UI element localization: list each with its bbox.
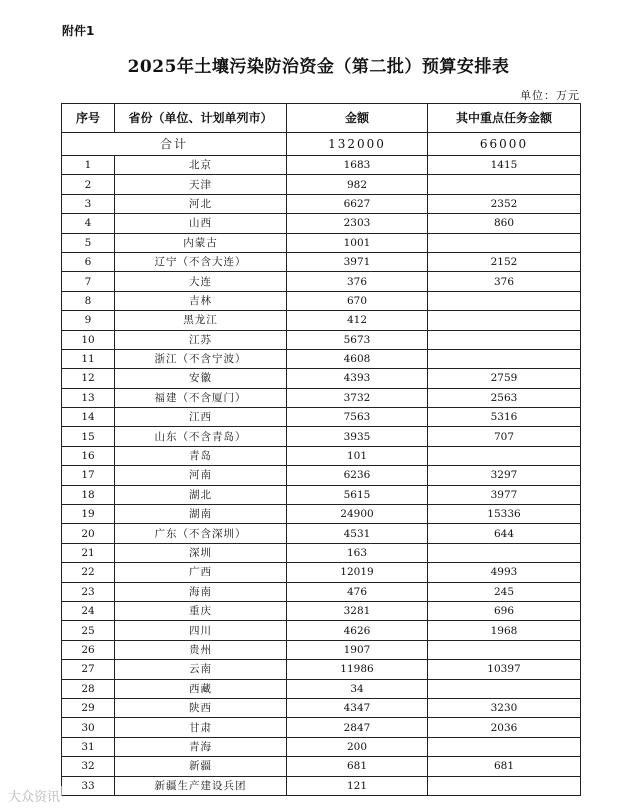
row-key-amount (428, 776, 581, 795)
row-province: 云南 (115, 660, 287, 679)
row-amount: 163 (287, 543, 428, 562)
row-number: 7 (62, 272, 115, 291)
row-number: 5 (62, 233, 115, 252)
row-amount: 12019 (287, 563, 428, 582)
row-key-amount (428, 640, 581, 659)
row-amount: 2303 (287, 214, 428, 233)
row-province: 海南 (115, 582, 287, 601)
row-province: 四川 (115, 621, 287, 640)
table-row (62, 776, 581, 795)
row-number: 30 (62, 718, 115, 737)
row-amount: 1683 (287, 156, 428, 175)
row-province: 河北 (115, 194, 287, 213)
row-number: 8 (62, 291, 115, 310)
row-number: 32 (62, 757, 115, 776)
table-row (62, 485, 581, 504)
row-province: 青海 (115, 737, 287, 756)
table-row (62, 524, 581, 543)
row-province: 青岛 (115, 446, 287, 465)
row-key-amount: 1968 (428, 621, 581, 640)
row-province: 福建（不含厦门） (115, 388, 287, 407)
row-amount: 121 (287, 776, 428, 795)
row-province: 贵州 (115, 640, 287, 659)
row-number: 4 (62, 214, 115, 233)
row-amount: 34 (287, 679, 428, 698)
table-row (62, 369, 581, 388)
row-number: 27 (62, 660, 115, 679)
row-key-amount (428, 737, 581, 756)
row-key-amount (428, 175, 581, 194)
row-amount: 24900 (287, 505, 428, 524)
table-row (62, 446, 581, 465)
row-key-amount (428, 311, 581, 330)
table-row (62, 466, 581, 485)
row-number: 3 (62, 194, 115, 213)
row-amount: 11986 (287, 660, 428, 679)
row-number: 1 (62, 156, 115, 175)
row-key-amount: 707 (428, 427, 581, 446)
row-key-amount (428, 446, 581, 465)
table-row (62, 543, 581, 562)
table-row (62, 194, 581, 213)
total-row (62, 133, 581, 156)
row-number: 10 (62, 330, 115, 349)
table-row (62, 330, 581, 349)
row-amount: 6627 (287, 194, 428, 213)
header-province: 省份（单位、计划单列市） (115, 104, 287, 133)
row-amount: 3281 (287, 601, 428, 620)
row-key-amount: 2152 (428, 252, 581, 271)
row-key-amount: 681 (428, 757, 581, 776)
table-row (62, 272, 581, 291)
row-province: 辽宁（不含大连） (115, 252, 287, 271)
row-amount: 4608 (287, 349, 428, 368)
row-province: 山东（不含青岛） (115, 427, 287, 446)
page-title: 2025年土壤污染防治资金（第二批）预算安排表 (127, 57, 510, 77)
table-row (62, 349, 581, 368)
row-amount: 3971 (287, 252, 428, 271)
row-key-amount: 696 (428, 601, 581, 620)
table-row (62, 388, 581, 407)
row-province: 西藏 (115, 679, 287, 698)
row-number: 14 (62, 408, 115, 427)
row-key-amount: 376 (428, 272, 581, 291)
row-province: 湖北 (115, 485, 287, 504)
row-key-amount: 15336 (428, 505, 581, 524)
table-row (62, 640, 581, 659)
row-amount: 6236 (287, 466, 428, 485)
row-number: 20 (62, 524, 115, 543)
row-amount: 670 (287, 291, 428, 310)
row-amount: 5615 (287, 485, 428, 504)
table-row (62, 679, 581, 698)
table-row (62, 233, 581, 252)
table-row (62, 737, 581, 756)
header-key-amount: 其中重点任务金额 (428, 104, 581, 133)
row-amount: 982 (287, 175, 428, 194)
row-number: 21 (62, 543, 115, 562)
row-province: 河南 (115, 466, 287, 485)
row-key-amount (428, 543, 581, 562)
row-key-amount: 3297 (428, 466, 581, 485)
row-key-amount (428, 679, 581, 698)
row-number: 24 (62, 601, 115, 620)
row-province: 重庆 (115, 601, 287, 620)
row-key-amount (428, 291, 581, 310)
row-number: 15 (62, 427, 115, 446)
row-amount: 4626 (287, 621, 428, 640)
watermark: 大众资讯 (6, 786, 62, 805)
row-number: 9 (62, 311, 115, 330)
row-number: 19 (62, 505, 115, 524)
unit-label: 单位：万元 (520, 89, 580, 102)
row-province: 天津 (115, 175, 287, 194)
row-key-amount: 10397 (428, 660, 581, 679)
budget-table (61, 103, 581, 796)
table-row (62, 621, 581, 640)
row-number: 25 (62, 621, 115, 640)
row-amount: 4531 (287, 524, 428, 543)
table-row (62, 252, 581, 271)
table-row (62, 311, 581, 330)
row-key-amount (428, 233, 581, 252)
row-number: 22 (62, 563, 115, 582)
row-key-amount: 2563 (428, 388, 581, 407)
row-key-amount: 245 (428, 582, 581, 601)
row-number: 17 (62, 466, 115, 485)
row-amount: 2847 (287, 718, 428, 737)
table-header-row (62, 104, 581, 133)
row-number: 29 (62, 698, 115, 717)
row-amount: 5673 (287, 330, 428, 349)
table-row (62, 660, 581, 679)
row-province: 深圳 (115, 543, 287, 562)
row-amount: 476 (287, 582, 428, 601)
row-amount: 101 (287, 446, 428, 465)
row-province: 广西 (115, 563, 287, 582)
row-number: 31 (62, 737, 115, 756)
table-row (62, 563, 581, 582)
row-province: 陕西 (115, 698, 287, 717)
table-row (62, 427, 581, 446)
row-province: 吉林 (115, 291, 287, 310)
row-key-amount: 3977 (428, 485, 581, 504)
row-number: 13 (62, 388, 115, 407)
row-number: 2 (62, 175, 115, 194)
row-province: 湖南 (115, 505, 287, 524)
row-province: 北京 (115, 156, 287, 175)
row-key-amount: 2352 (428, 194, 581, 213)
row-amount: 1907 (287, 640, 428, 659)
row-key-amount: 1415 (428, 156, 581, 175)
table-row (62, 156, 581, 175)
row-key-amount (428, 349, 581, 368)
row-province: 大连 (115, 272, 287, 291)
table-row (62, 601, 581, 620)
row-province: 新疆生产建设兵团 (115, 776, 287, 795)
row-province: 浙江（不含宁波） (115, 349, 287, 368)
row-number: 18 (62, 485, 115, 504)
total-label: 合计 (62, 133, 287, 156)
row-amount: 681 (287, 757, 428, 776)
row-province: 甘肃 (115, 718, 287, 737)
row-key-amount: 4993 (428, 563, 581, 582)
row-province: 江西 (115, 408, 287, 427)
row-key-amount: 644 (428, 524, 581, 543)
table-row (62, 175, 581, 194)
row-province: 黑龙江 (115, 311, 287, 330)
row-province: 江苏 (115, 330, 287, 349)
row-number: 6 (62, 252, 115, 271)
table-row (62, 757, 581, 776)
row-amount: 376 (287, 272, 428, 291)
attachment-label: 附件1 (62, 24, 95, 38)
table-row (62, 214, 581, 233)
table-row (62, 505, 581, 524)
row-number: 11 (62, 349, 115, 368)
row-key-amount (428, 330, 581, 349)
table-row (62, 582, 581, 601)
row-key-amount: 3230 (428, 698, 581, 717)
table-row (62, 718, 581, 737)
row-key-amount: 860 (428, 214, 581, 233)
header-amount: 金额 (287, 104, 428, 133)
row-amount: 3732 (287, 388, 428, 407)
row-amount: 4347 (287, 698, 428, 717)
row-amount: 200 (287, 737, 428, 756)
table-row (62, 408, 581, 427)
row-province: 广东（不含深圳） (115, 524, 287, 543)
row-number: 16 (62, 446, 115, 465)
header-no: 序号 (62, 104, 115, 133)
row-amount: 1001 (287, 233, 428, 252)
row-number: 33 (62, 776, 115, 795)
row-amount: 412 (287, 311, 428, 330)
table-row (62, 698, 581, 717)
total-amount: 132000 (287, 133, 428, 156)
row-amount: 3935 (287, 427, 428, 446)
row-number: 12 (62, 369, 115, 388)
row-amount: 4393 (287, 369, 428, 388)
row-number: 28 (62, 679, 115, 698)
row-province: 内蒙古 (115, 233, 287, 252)
row-key-amount: 5316 (428, 408, 581, 427)
row-province: 安徽 (115, 369, 287, 388)
row-number: 23 (62, 582, 115, 601)
row-key-amount: 2759 (428, 369, 581, 388)
row-key-amount: 2036 (428, 718, 581, 737)
row-province: 新疆 (115, 757, 287, 776)
row-number: 26 (62, 640, 115, 659)
total-key-amount: 66000 (428, 133, 581, 156)
row-province: 山西 (115, 214, 287, 233)
table-row (62, 291, 581, 310)
row-amount: 7563 (287, 408, 428, 427)
